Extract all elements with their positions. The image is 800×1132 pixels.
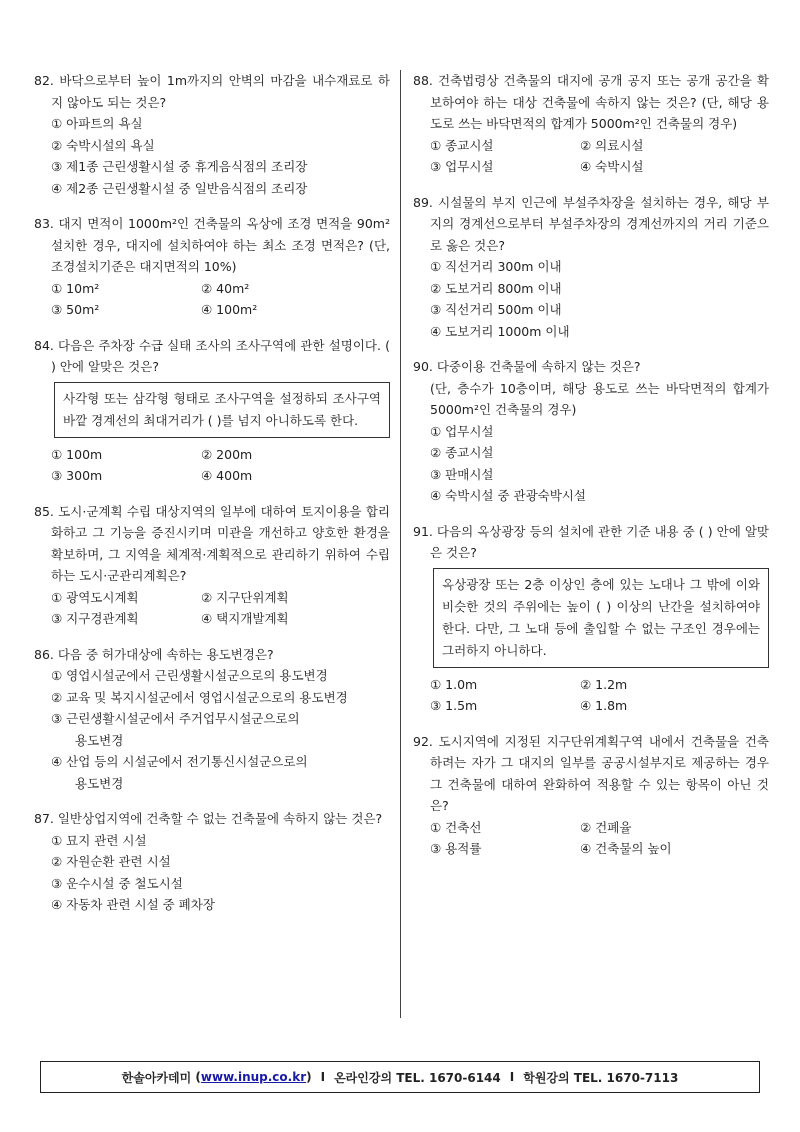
option-3[interactable]: ③ 운수시설 중 철도시설 [51, 875, 183, 891]
question-92 [413, 731, 769, 860]
question-stem: 90. 다중이용 건축물에 속하지 않는 것은? [413, 359, 641, 374]
right-column [413, 70, 769, 874]
question-stem: 86. 다음 중 허가대상에 속하는 용도변경은? [34, 646, 274, 662]
option-2[interactable]: ② 종교시설 [430, 445, 494, 460]
option-4-text: ④ 산업 등의 시설군에서 전기통신시설군으로의 [51, 754, 308, 769]
offline-lecture-phone: 학원강의 TEL. 1670-7113 [523, 1070, 679, 1085]
option-4[interactable]: ④ 1.8m [580, 698, 628, 713]
question-89 [413, 192, 769, 343]
option-3[interactable]: ③ 1.5m [430, 698, 478, 713]
question-91 [413, 521, 769, 717]
option-2[interactable]: ② 200m [201, 446, 253, 462]
question-90 [413, 356, 769, 507]
option-1[interactable]: ① 묘지 관련 시설 [51, 832, 147, 848]
option-1[interactable]: ① 광역도시계획 [51, 589, 139, 605]
option-1[interactable]: ① 아파트의 욕실 [51, 116, 143, 131]
option-2[interactable]: ② 지구단위계획 [201, 589, 289, 605]
option-4[interactable]: ④ 숙박시설 [580, 159, 644, 174]
question-stem: 85. 도시·군계획 수립 대상지역의 일부에 대하여 토지이용을 합리화하고 그 기능을 증진시키며 미관을 개선하고 양호한 환경을 확보하며, 그 지역을 체계적·계획적으로 관리하기 위하여 수립하는 도시·군관리계획은? [34, 503, 390, 583]
option-4[interactable]: ④ 건축물의 높이 [580, 841, 672, 856]
question-box: 옥상광장 또는 2층 이상인 층에 있는 노대나 그 밖에 이와 비슷한 것의 주위에는 높이 ( ) 이상의 난간을 설치하여야 한다. 다만, 그 노대 등에 출입할 수 없는 구조인 경우에는 그러하지 아니하다. [433, 568, 769, 668]
option-1[interactable]: ① 직선거리 300m 이내 [430, 259, 562, 274]
option-1[interactable]: ① 1.0m [430, 676, 478, 692]
question-stem: 91. 다음의 옥상광장 등의 설치에 관한 기준 내용 중 ( ) 안에 알맞은 것은? [413, 523, 769, 560]
option-1[interactable]: ① 100m [51, 446, 103, 462]
column-divider [400, 70, 401, 1018]
option-4[interactable] [34, 751, 390, 794]
question-82 [34, 70, 390, 199]
question-condition: (단, 층수가 10층이며, 해당 용도로 쓰는 바닥면적의 합계가 5000m²인 건축물의 경우) [430, 380, 769, 417]
option-4[interactable]: ④ 숙박시설 중 관광숙박시설 [430, 488, 586, 503]
option-1[interactable]: ① 10m² [51, 280, 100, 296]
option-3[interactable]: ③ 판매시설 [430, 466, 494, 482]
option-4[interactable]: ④ 400m [201, 468, 253, 483]
question-83 [34, 213, 390, 321]
option-1[interactable]: ① 영업시설군에서 근린생활시설군으로의 용도변경 [51, 668, 328, 683]
option-3[interactable] [34, 708, 390, 751]
question-84 [34, 335, 390, 487]
option-4[interactable]: ④ 제2종 근린생활시설 중 일반음식점의 조리장 [51, 180, 308, 196]
option-4[interactable]: ④ 택지개발계획 [201, 611, 289, 626]
option-1[interactable]: ① 업무시설 [430, 423, 494, 439]
question-stem: 83. 대지 면적이 1000m²인 건축물의 옥상에 조경 면적을 90m² 설치한 경우, 대지에 설치하여야 하는 최소 조경 면적은? (단, 조경설치기준은 대지면적의 10%) [34, 216, 390, 274]
paren-close: ) [306, 1070, 312, 1084]
question-stem: 82. 바닥으로부터 높이 1m까지의 안벽의 마감을 내수재료로 하지 않아도 되는 것은? [34, 73, 390, 110]
academy-name: 한솔아카데미 [121, 1070, 192, 1085]
question-88 [413, 70, 769, 178]
question-87 [34, 808, 390, 916]
option-4[interactable]: ④ 100m² [201, 302, 258, 317]
option-2[interactable]: ② 숙박시설의 욕실 [51, 137, 155, 153]
option-4[interactable]: ④ 도보거리 1000m 이내 [430, 323, 570, 339]
question-85 [34, 501, 390, 630]
option-2[interactable]: ② 도보거리 800m 이내 [430, 280, 562, 296]
footer-separator: I [509, 1070, 515, 1084]
question-box: 사각형 또는 삼각형 형태로 조사구역을 설정하되 조사구역 바깥 경계선의 최대거리가 ( )를 넘지 아니하도록 한다. [54, 382, 390, 438]
option-3[interactable]: ③ 지구경관계획 [51, 611, 139, 626]
option-3[interactable]: ③ 제1종 근린생활시설 중 휴게음식점의 조리장 [51, 159, 308, 174]
footer-banner [40, 1061, 760, 1093]
option-2[interactable]: ② 1.2m [580, 676, 628, 692]
option-1[interactable]: ① 종교시설 [430, 137, 494, 153]
question-stem: 92. 도시지역에 지정된 지구단위계획구역 내에서 건축물을 건축하려는 자가 그 대지의 일부를 공공시설부지로 제공하는 경우 그 건축물에 대하여 완화하여 적용할 수 있는 항목이 아닌 것은? [413, 733, 769, 813]
option-3[interactable]: ③ 300m [51, 468, 103, 483]
option-3-continuation: 용도변경 [75, 732, 124, 748]
option-2[interactable]: ② 의료시설 [580, 137, 644, 153]
option-2[interactable]: ② 건폐율 [580, 819, 632, 835]
question-stem: 88. 건축법령상 건축물의 대지에 공개 공지 또는 공개 공간을 확보하여야 하는 대상 건축물에 속하지 않는 것은? (단, 해당 용도로 쓰는 바닥면적의 합계가 5000m²인 건축물의 경우) [413, 73, 769, 131]
option-2[interactable]: ② 40m² [201, 280, 250, 296]
online-lecture-phone: 온라인강의 TEL. 1670-6144 [334, 1070, 501, 1085]
option-4-continuation: 용도변경 [75, 775, 124, 791]
left-column [34, 70, 390, 930]
question-stem: 84. 다음은 주차장 수급 실태 조사의 조사구역에 관한 설명이다. ( ) 안에 알맞은 것은? [34, 337, 390, 374]
option-3[interactable]: ③ 직선거리 500m 이내 [430, 302, 562, 317]
paren-open: ( [191, 1070, 201, 1084]
option-3[interactable]: ③ 업무시설 [430, 159, 494, 174]
option-2[interactable]: ② 교육 및 복지시설군에서 영업시설군으로의 용도변경 [51, 689, 348, 705]
option-3[interactable]: ③ 50m² [51, 302, 100, 317]
option-4[interactable]: ④ 자동차 관련 시설 중 폐차장 [51, 897, 215, 912]
option-1[interactable]: ① 건축선 [430, 819, 482, 835]
question-86 [34, 644, 390, 795]
question-stem: 89. 시설물의 부지 인근에 부설주차장을 설치하는 경우, 해당 부지의 경계선으로부터 부설주차장의 경계선까지의 거리 기준으로 옳은 것은? [413, 194, 769, 253]
option-2[interactable]: ② 자원순환 관련 시설 [51, 854, 171, 869]
academy-website-link[interactable]: www.inup.co.kr [200, 1070, 307, 1084]
question-stem: 87. 일반상업지역에 건축할 수 없는 건축물에 속하지 않는 것은? [34, 811, 383, 826]
footer-separator: I [320, 1070, 326, 1084]
option-3-text: ③ 근린생활시설군에서 주거업무시설군으로의 [51, 711, 300, 726]
option-3[interactable]: ③ 용적률 [430, 841, 482, 856]
